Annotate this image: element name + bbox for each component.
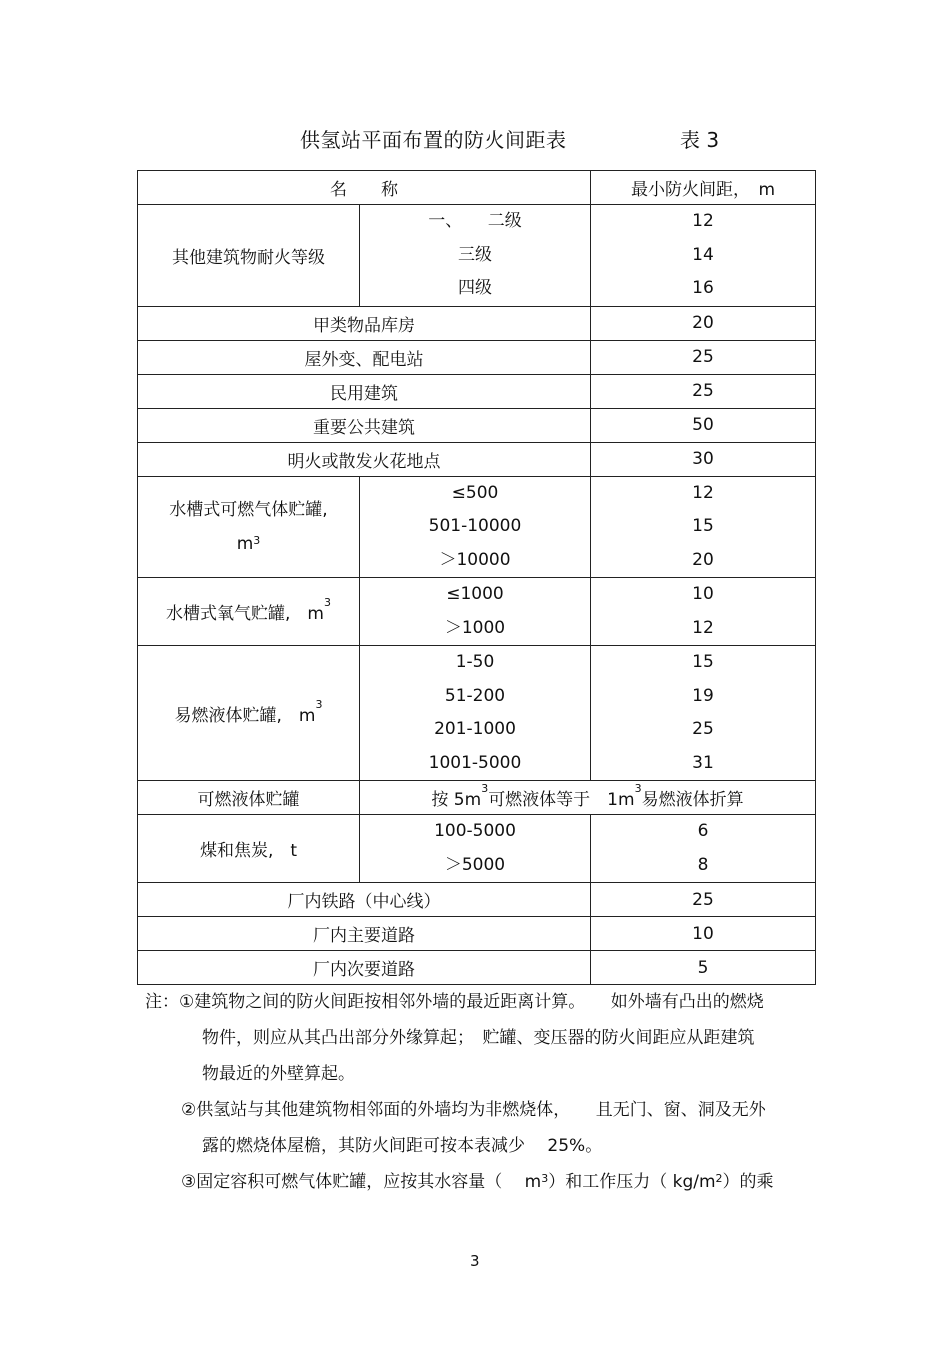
header-distance: 最小防火间距， m bbox=[591, 171, 816, 205]
table-row bbox=[138, 374, 816, 408]
distance-value: 25 bbox=[692, 719, 714, 739]
header-row bbox=[138, 171, 816, 205]
sub-label: 51-200 bbox=[444, 685, 506, 706]
row-label: 水槽式可燃气体贮罐, $m^3$ bbox=[138, 476, 360, 578]
sub-label: 三级 bbox=[458, 244, 492, 265]
distance-value: 6 bbox=[697, 821, 709, 841]
table-row bbox=[138, 442, 816, 476]
note-2-line-2: 露的燃烧体屋檐，其防火间距可按本表减少 25%。 bbox=[202, 1136, 603, 1156]
sub-label: ≤1000 bbox=[446, 584, 504, 604]
table-number: 表 3 bbox=[680, 128, 720, 152]
row-label: 民用建筑 bbox=[138, 374, 591, 408]
table-row-liquid-tank bbox=[138, 646, 816, 781]
row-label: 厂内主要道路 bbox=[138, 917, 591, 951]
table-row bbox=[138, 306, 816, 340]
distance-value: 25 bbox=[591, 883, 816, 917]
row-label: 屋外变、配电站 bbox=[138, 340, 591, 374]
distance-value: 10 bbox=[692, 584, 714, 604]
note-2-line-1: ②供氢站与其他建筑物相邻面的外墙均为非燃烧体， 且无门、窗、洞及无外 bbox=[181, 1100, 766, 1120]
table-row bbox=[138, 951, 816, 985]
distance-value: 14 bbox=[692, 244, 714, 265]
table-row-coal bbox=[138, 815, 816, 883]
row-label: 易燃液体贮罐, $m^3$ bbox=[138, 646, 360, 781]
distance-value: 50 bbox=[591, 408, 816, 442]
distance-value: 31 bbox=[692, 752, 714, 773]
page-number: 3 bbox=[470, 1252, 480, 1270]
sub-label: ＞5000 bbox=[444, 854, 506, 875]
note-1-line-3: 物最近的外壁算起。 bbox=[202, 1064, 355, 1084]
sub-label: ＞1000 bbox=[444, 617, 506, 638]
note-1-line-1: 注：①建筑物之间的防火间距按相邻外墙的最近距离计算。 如外墙有凸出的燃烧 bbox=[145, 992, 764, 1012]
distance-value: 12 bbox=[692, 482, 714, 503]
header-name: 名 称 bbox=[138, 171, 591, 205]
distance-value: 15 bbox=[692, 516, 714, 536]
table-title: 供氢站平面布置的防火间距表 bbox=[300, 128, 567, 152]
sub-label: 1001-5000 bbox=[428, 752, 522, 773]
sub-label: ≤500 bbox=[451, 482, 499, 503]
table-row-combustible-liquid bbox=[138, 781, 816, 815]
row-label: 可燃液体贮罐 bbox=[138, 781, 360, 815]
row-label: 明火或散发火花地点 bbox=[138, 442, 591, 476]
table-row-oxygen-tank bbox=[138, 578, 816, 646]
table-row-fire-rating bbox=[138, 205, 816, 307]
row-label: 厂内次要道路 bbox=[138, 951, 591, 985]
sub-label: 201-1000 bbox=[434, 719, 516, 739]
distance-value: 16 bbox=[692, 278, 714, 298]
sub-label: 1-50 bbox=[455, 652, 495, 672]
table-row bbox=[138, 883, 816, 917]
sub-label: ＞10000 bbox=[439, 549, 511, 570]
table-row bbox=[138, 917, 816, 951]
sub-label: 501-10000 bbox=[428, 516, 522, 536]
row-label: 甲类物品库房 bbox=[138, 306, 591, 340]
sub-label: 100-5000 bbox=[434, 821, 516, 841]
distance-value: 12 bbox=[692, 617, 714, 638]
notes bbox=[145, 984, 815, 1200]
conversion-rule: 按 $5m^3$可燃液体等于 $1m^3$易燃液体折算 bbox=[360, 781, 816, 815]
distance-value: 10 bbox=[591, 917, 816, 951]
distance-value: 30 bbox=[591, 442, 816, 476]
note-1-line-2: 物件，则应从其凸出部分外缘算起； 贮罐、变压器的防火间距应从距建筑 bbox=[202, 1028, 755, 1048]
table-row bbox=[138, 408, 816, 442]
distance-value: 12 bbox=[692, 211, 714, 231]
sub-label: 四级 bbox=[458, 278, 492, 298]
distance-value: 5 bbox=[591, 951, 816, 985]
distance-value: 20 bbox=[692, 549, 714, 570]
sub-label: 一、 二级 bbox=[428, 211, 522, 231]
table-row bbox=[138, 340, 816, 374]
row-label: 厂内铁路（中心线） bbox=[138, 883, 591, 917]
distance-value: 25 bbox=[591, 374, 816, 408]
distance-value: 19 bbox=[692, 685, 714, 706]
row-label: 其他建筑物耐火等级 bbox=[138, 205, 360, 307]
distance-value: 15 bbox=[692, 652, 714, 672]
note-3-line-1: ③固定容积可燃气体贮罐，应按其水容量（ $m^3$）和工作压力（ $kg/m^2$）的乘 bbox=[181, 1172, 774, 1192]
table-row-gas-tank bbox=[138, 476, 816, 578]
row-label: 煤和焦炭, t bbox=[138, 815, 360, 883]
row-label: 重要公共建筑 bbox=[138, 408, 591, 442]
distance-value: 25 bbox=[591, 340, 816, 374]
row-label: 水槽式氧气贮罐, $m^3$ bbox=[138, 578, 360, 646]
distance-value: 20 bbox=[591, 306, 816, 340]
distance-value: 8 bbox=[697, 854, 709, 875]
fire-distance-table bbox=[137, 170, 816, 985]
